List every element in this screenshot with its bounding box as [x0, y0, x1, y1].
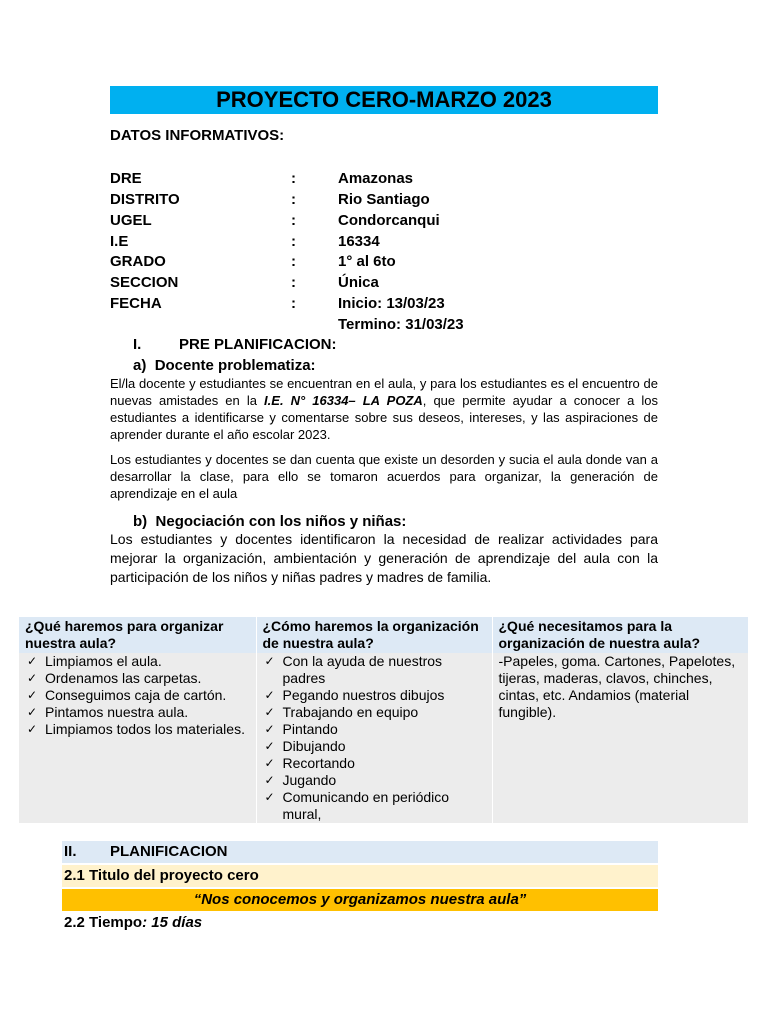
- checklist: [25, 653, 250, 738]
- table-cell-como: [256, 653, 492, 823]
- list-item: ✓ Con la ayuda de nuestros padres: [264, 653, 443, 686]
- list-item: ✓ Pintando: [264, 721, 338, 737]
- list-item: ✓ Pintamos nuestra aula.: [27, 704, 189, 720]
- table-header-que: ¿Qué haremos para organizar nuestra aula?: [19, 617, 256, 653]
- section-number: I.: [133, 336, 142, 353]
- subsection-label: b): [133, 513, 148, 530]
- subsection-docente-problematiza: [133, 357, 316, 374]
- subsection-negociacion: [133, 513, 406, 530]
- info-colon: :: [291, 212, 296, 229]
- check-icon: ✓: [27, 722, 38, 736]
- list-item: ✓ Limpiamos el aula.: [27, 653, 162, 669]
- info-key: DISTRITO: [110, 191, 180, 208]
- info-key: UGEL: [110, 212, 152, 229]
- document-title: PROYECTO CERO-MARZO 2023: [110, 86, 658, 114]
- list-item: ✓ Limpiamos todos los materiales.: [27, 721, 245, 737]
- project-title: “Nos conocemos y organizamos nuestra aula”: [62, 889, 658, 911]
- subsection-title: Negociación con los niños y niñas:: [155, 513, 407, 530]
- check-icon: ✓: [27, 671, 38, 685]
- subsection-label: a): [133, 357, 147, 374]
- check-icon: ✓: [264, 654, 275, 668]
- info-colon: :: [291, 295, 296, 312]
- check-icon: ✓: [264, 705, 275, 719]
- paragraph-text: El/la docente y estudiantes se encuentran en el aula, y para los estudiantes es el encuentro de nuevas amistades en la: [110, 376, 658, 408]
- planning-table: [19, 617, 749, 823]
- info-value: Amazonas: [338, 170, 414, 187]
- table-header-como: ¿Cómo haremos la organización de nuestra aula?: [256, 617, 492, 653]
- list-item: ✓ Comunicando en periódico mural,: [264, 789, 450, 822]
- check-icon: ✓: [264, 790, 275, 804]
- section-title: PLANIFICACION: [110, 843, 228, 860]
- list-item: ✓ Ordenamos las carpetas.: [27, 670, 202, 686]
- check-icon: ✓: [27, 688, 38, 702]
- info-value: Rio Santiago: [338, 191, 430, 208]
- section-number: II.: [64, 843, 77, 860]
- table-header-row: [19, 617, 748, 653]
- info-colon: :: [291, 233, 296, 250]
- item-tiempo: [64, 914, 202, 931]
- info-key: FECHA: [110, 295, 162, 312]
- paragraph-docente: [110, 375, 658, 443]
- info-value: 16334: [338, 233, 380, 250]
- list-item: ✓ Conseguimos caja de cartón.: [27, 687, 227, 703]
- list-item: ✓ Dibujando: [264, 738, 346, 754]
- paragraph-negociacion: Los estudiantes y docentes identificaron la necesidad de realizar actividades para mejorar la organización, ambientación y generación de aprendizaje del aula con la participación de los niños y niñas padres y madres de familia.: [110, 531, 658, 585]
- info-key: SECCION: [110, 274, 179, 291]
- table-row: [19, 653, 748, 823]
- paragraph-desorden: Los estudiantes y docentes se dan cuenta que existe un desorden y sucia el aula donde van a desarrollar la clase, para ello se tomaron acuerdos para organizar, la generación de aprendizaje en el aula: [110, 452, 658, 501]
- list-item: ✓ Recortando: [264, 755, 355, 771]
- check-icon: ✓: [264, 688, 275, 702]
- check-icon: ✓: [27, 705, 38, 719]
- tiempo-label: 2.2 Tiempo: [64, 914, 143, 931]
- item-titulo-proyecto: 2.1 Titulo del proyecto cero: [62, 865, 658, 887]
- checklist: [263, 653, 486, 823]
- info-colon: :: [291, 170, 296, 187]
- check-icon: ✓: [264, 773, 275, 787]
- check-icon: ✓: [264, 739, 275, 753]
- datos-informativos-heading: DATOS INFORMATIVOS:: [110, 127, 285, 144]
- info-key: GRADO: [110, 253, 166, 270]
- subsection-title: Docente problematiza:: [154, 357, 316, 374]
- info-value: Inicio: 13/03/23: [338, 295, 445, 312]
- info-value: Termino: 31/03/23: [338, 316, 464, 333]
- check-icon: ✓: [264, 722, 275, 736]
- section-pre-planificacion: [133, 336, 337, 353]
- section-planificacion: [62, 841, 658, 863]
- info-value: 1° al 6to: [338, 253, 396, 270]
- info-colon: :: [291, 253, 296, 270]
- paragraph-text: , que permite ayudar a conocer a los estudiantes a identificarse y comentarse sobre sus deseos, intereses, y las aspiraciones de aprender durante el año escolar 2023.: [110, 393, 658, 442]
- list-item: ✓ Trabajando en equipo: [264, 704, 419, 720]
- section-title: PRE PLANIFICACION:: [179, 336, 337, 353]
- info-key: DRE: [110, 170, 142, 187]
- info-value: Única: [338, 274, 379, 291]
- check-icon: ✓: [264, 756, 275, 770]
- school-name: I.E. N° 16334– LA POZA: [264, 393, 423, 408]
- info-colon: :: [291, 274, 296, 291]
- list-item: ✓ Jugando: [264, 772, 337, 788]
- tiempo-value: : 15 días: [142, 914, 203, 931]
- table-header-necesitamos: ¿Qué necesitamos para la organización de nuestra aula?: [492, 617, 748, 653]
- info-colon: :: [291, 191, 296, 208]
- list-item: ✓ Pegando nuestros dibujos: [264, 687, 445, 703]
- check-icon: ✓: [27, 654, 38, 668]
- info-key: I.E: [110, 233, 129, 250]
- info-value: Condorcanqui: [338, 212, 440, 229]
- table-cell-que: [19, 653, 256, 823]
- table-cell-necesitamos: -Papeles, goma. Cartones, Papelotes, tijeras, maderas, clavos, chinches, cintas, etc. Andamios (material fungible).: [492, 653, 748, 823]
